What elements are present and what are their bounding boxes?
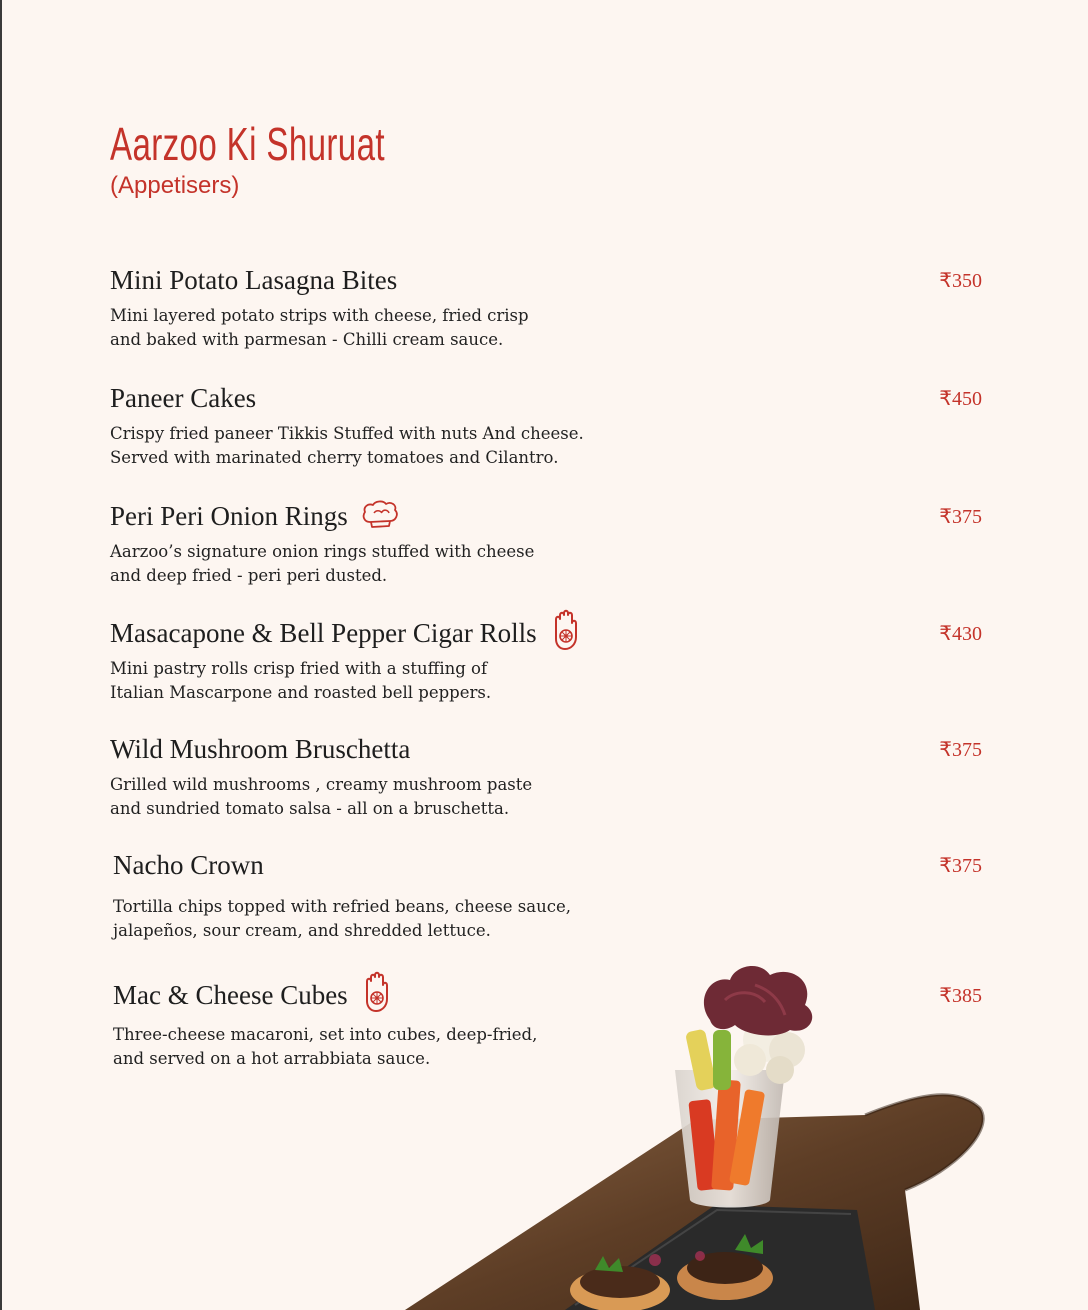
menu-item-name: Masacapone & Bell Pepper Cigar Rolls	[110, 618, 537, 648]
menu-item-name: Mac & Cheese Cubes	[113, 980, 348, 1010]
menu-item	[110, 733, 990, 821]
menu-item-price: ₹430	[939, 623, 982, 645]
menu-item-description: Tortilla chips topped with refried beans, cheese sauce, jalapeños, sour cream, and shredded lettuce.	[113, 897, 571, 940]
menu-item-price: ₹385	[939, 985, 982, 1007]
menu-item-name: Nacho Crown	[113, 850, 264, 880]
menu-item-name: Peri Peri Onion Rings	[110, 501, 348, 531]
menu-item-name: Paneer Cakes	[110, 383, 257, 413]
menu-item-description: Crispy fried paneer Tikkis Stuffed with nuts And cheese. Served with marinated cherry tomatoes and Cilantro.	[110, 424, 584, 467]
menu-item-price: ₹375	[939, 506, 982, 528]
section-subtitle: (Appetisers)	[110, 172, 240, 199]
menu-item-description: Grilled wild mushrooms , creamy mushroom paste and sundried tomato salsa - all on a bruschetta.	[110, 775, 533, 818]
menu-item-description: Mini layered potato strips with cheese, fried crisp and baked with parmesan - Chilli cream sauce.	[110, 306, 529, 349]
menu-item-price: ₹450	[939, 388, 982, 410]
menu-item	[110, 500, 990, 588]
jain-hand-icon	[550, 609, 582, 655]
menu-item-description: Mini pastry rolls crisp fried with a stuffing of Italian Mascarpone and roasted bell peppers.	[110, 659, 492, 702]
menu-item-name: Wild Mushroom Bruschetta	[110, 734, 411, 764]
menu-item-price: ₹350	[939, 270, 982, 292]
menu-item	[110, 617, 990, 705]
menu-item-price: ₹375	[939, 739, 982, 761]
menu-item-price: ₹375	[939, 855, 982, 877]
page-left-border	[0, 0, 2, 1310]
menu-item	[110, 382, 990, 470]
chef-hat-icon	[361, 500, 399, 534]
menu-item	[110, 264, 990, 352]
section-title: Aarzoo Ki Shuruat	[110, 118, 385, 170]
menu-item-description: Three-cheese macaroni, set into cubes, deep-fried, and served on a hot arrabbiata sauce.	[113, 1025, 538, 1068]
jain-hand-icon	[361, 971, 393, 1017]
menu-item	[113, 979, 990, 1071]
menu-item-name: Mini Potato Lasagna Bites	[110, 265, 398, 295]
menu-item-description: Aarzoo’s signature onion rings stuffed with cheese and deep fried - peri peri dusted.	[110, 542, 535, 585]
menu-item	[113, 849, 993, 943]
